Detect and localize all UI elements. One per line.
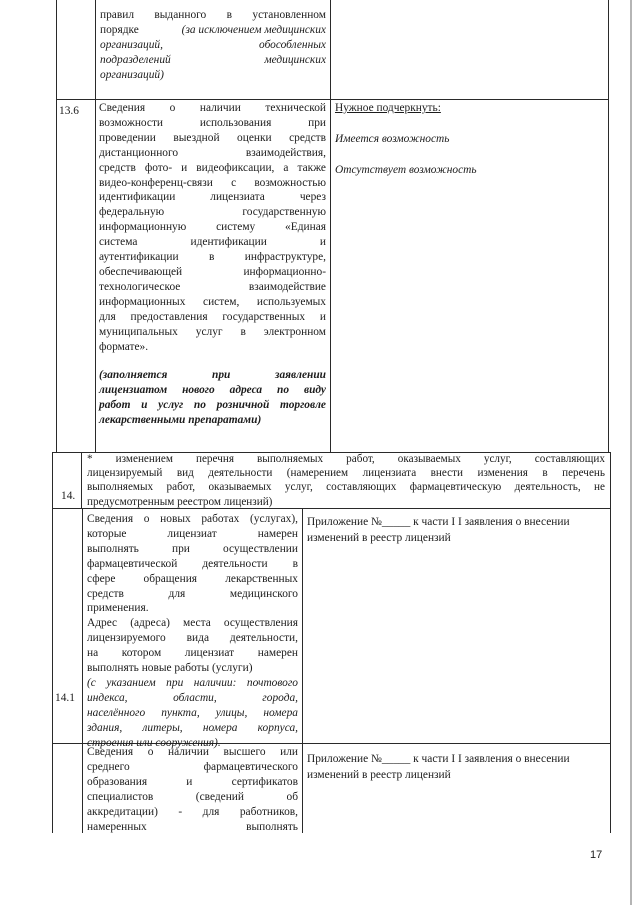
text-line: муниципальных услуг в электронном xyxy=(99,325,326,338)
text-line: возможности использования при xyxy=(99,116,326,129)
table-border xyxy=(610,452,611,509)
text-line: для предоставления государственных и xyxy=(99,310,326,323)
italic-line: организаций, обособленных xyxy=(100,38,326,51)
text-line: средств для медицинского xyxy=(87,587,298,600)
row-13-5-text xyxy=(100,8,326,83)
row-14-2-attachment xyxy=(307,751,607,783)
attachment-line: Приложение №_____ к части I I заявления о внесении xyxy=(307,753,570,765)
note-line: (заполняется при заявлении xyxy=(99,369,326,382)
text-line: образования и сертификатов xyxy=(87,775,298,788)
attachment-line: изменений в реестр лицензий xyxy=(307,769,451,781)
text-line: выполнять новые работы (услуги) xyxy=(87,662,253,675)
page-number: 17 xyxy=(590,849,603,861)
attachment-line: изменений в реестр лицензий xyxy=(307,532,451,544)
table-border xyxy=(95,0,96,453)
table-border xyxy=(610,508,611,833)
text-line: обеспечивающей информационно- xyxy=(99,265,326,278)
table-border xyxy=(56,99,609,100)
row-number: 14.1 xyxy=(55,692,75,704)
text-line: система идентификации и xyxy=(99,236,326,249)
table-border xyxy=(81,452,82,509)
instruction-label: Нужное подчеркнуть: xyxy=(335,102,441,114)
text-line: формате». xyxy=(99,340,149,353)
row-14-text xyxy=(87,452,605,509)
row-13-6-description xyxy=(99,101,326,428)
text-line: на котором лицензиат намерен xyxy=(87,647,298,660)
text-line: предусмотренным реестром лицензий) xyxy=(87,495,273,508)
note-line: лекарственными препаратами) xyxy=(99,414,262,427)
text-line: * изменением перечня выполняемых работ, оказываемых услуг, составляющих xyxy=(87,453,605,465)
text-line: лицензируемый вид деятельности (намерением лицензиата внести изменения в перечень xyxy=(87,467,605,480)
text-line: выполняемых работ, оказываемых услуг, составляющих фармацевтическую деятельность, не xyxy=(87,481,605,494)
row-14-2-description xyxy=(87,745,298,834)
note-line: работ и услуг по розничной торговле xyxy=(99,399,326,412)
text-line: которые лицензиат намерен xyxy=(87,527,298,540)
text-line: дистанционного взаимодействия, xyxy=(99,146,326,159)
text-line: фармацевтической деятельности в xyxy=(87,557,298,570)
text-line: Адрес (адреса) места осуществления xyxy=(87,617,298,630)
italic-line: здания, литеры, номера корпуса, xyxy=(87,721,298,734)
text-line: намеренных выполнять xyxy=(87,820,298,833)
text-line: правил выданного в установленном xyxy=(100,9,326,21)
text-line: среднего фармацевтического xyxy=(87,760,298,773)
table-border xyxy=(608,0,609,453)
table-border xyxy=(56,0,57,453)
italic-line: населённого пункта, улицы, номера xyxy=(87,706,298,719)
text-line: Сведения о наличии технической xyxy=(99,102,326,114)
text-line: лицензируемого вида деятельности, xyxy=(87,632,298,645)
text-line: сфере обращения лекарственных xyxy=(87,572,298,585)
option-unavailable[interactable]: Отсутствует возможность xyxy=(335,163,477,176)
row-number: 14. xyxy=(61,490,76,502)
text-line: технологическое взаимодействие xyxy=(99,280,326,293)
table-border xyxy=(302,508,303,833)
text-line: средств фото- и видеофиксации, а также xyxy=(99,161,326,174)
italic-line: индекса, области, города, xyxy=(87,691,298,704)
option-available[interactable]: Имеется возможность xyxy=(335,132,450,145)
table-border xyxy=(82,508,83,833)
italic-fragment: (за исключением медицинских xyxy=(181,23,326,36)
row-14-1-attachment xyxy=(307,514,607,546)
text-line: аутентификации в инфраструктуре, xyxy=(99,251,326,264)
text-line: Сведения о новых работах (услугах), xyxy=(87,513,298,525)
text-fragment: порядке xyxy=(100,23,139,36)
text-line: информационную систему «Единая xyxy=(99,221,326,234)
text-line: информационных систем, используемых xyxy=(99,295,326,308)
text-line: специалистов (сведений об xyxy=(87,790,298,803)
text-line: применения. xyxy=(87,602,149,615)
text-line: идентификации лицензиата через xyxy=(99,191,326,204)
table-border xyxy=(52,508,53,833)
row-13-6-options xyxy=(335,101,603,178)
italic-line: (с указанием при наличии: почтового xyxy=(87,676,298,689)
text-line: видео-конференц-связи с возможностью xyxy=(99,176,326,189)
italic-line: подразделений медицинских xyxy=(100,53,326,66)
table-border xyxy=(330,0,331,453)
text-line: аккредитации) - для работников, xyxy=(87,805,298,818)
italic-line: организаций) xyxy=(100,68,164,81)
text-line: проведении выездной оценки средств xyxy=(99,131,326,144)
text-line: выполнять при осуществлении xyxy=(87,542,298,555)
attachment-line: Приложение №_____ к части I I заявления о внесении xyxy=(307,516,570,528)
scan-edge-shadow xyxy=(630,0,632,905)
note-line: лицензиатом нового адреса по виду xyxy=(99,384,326,397)
table-border xyxy=(52,452,53,509)
row-number: 13.6 xyxy=(59,105,79,117)
text-line: федеральную государственную xyxy=(99,206,326,219)
text-line: Сведения о наличии высшего или xyxy=(87,746,298,758)
italic-line: строения или сооружения). xyxy=(87,736,221,749)
row-14-1-description xyxy=(87,512,298,751)
text-line xyxy=(100,23,326,38)
